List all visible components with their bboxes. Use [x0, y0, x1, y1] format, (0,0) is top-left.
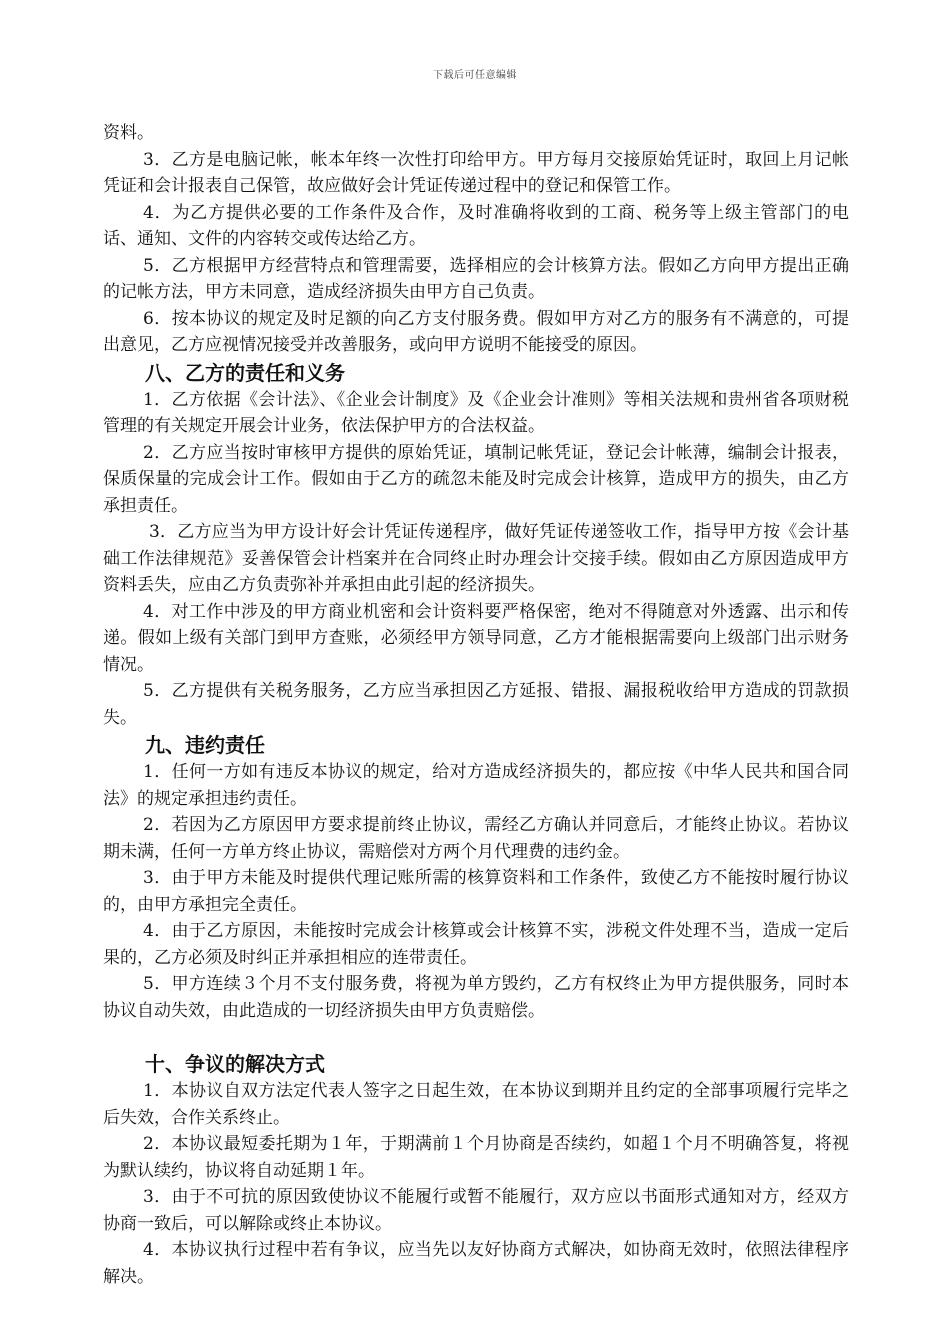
clause: 1．任何一方如有违反本协议的规定，给对方造成经济损失的，都应按《中华人民共和国合同法》的规定承担违约责任。 — [103, 762, 849, 809]
paragraph: 3．乙方是电脑记帐，帐本年终一次性打印给甲方。甲方每月交接原始凭证时，取回上月记帐凭证和会计报表自己保管，故应做好会计凭证传递过程中的登记和保管工作。 — [103, 149, 849, 196]
paragraph: 4．为乙方提供必要的工作条件及合作，及时准确将收到的工商、税务等上级主管部门的电话、通知、文件的内容转交或传达给乙方。 — [103, 202, 849, 249]
page-header: 下载后可任意编辑 — [433, 70, 517, 81]
clause: 4．对工作中涉及的甲方商业机密和会计资料要严格保密，绝对不得随意对外透露、出示和传递。假如上级有关部门到甲方查账，必须经甲方领导同意，乙方才能根据需要向上级部门出示财务情况。 — [103, 601, 849, 675]
section-heading-10: 十、争议的解决方式 — [145, 1052, 325, 1076]
paragraph: 5．乙方根据甲方经营特点和管理需要，选择相应的会计核算方法。假如乙方向甲方提出正确的记帐方法，甲方未同意，造成经济损失由甲方自己负责。 — [103, 255, 849, 302]
clause: 2．若因为乙方原因甲方要求提前终止协议，需经乙方确认并同意后，才能终止协议。若协议期未满，任何一方单方终止协议，需赔偿对方两个月代理费的违约金。 — [103, 815, 849, 862]
clause: 3．乙方应当为甲方设计好会计凭证传递程序，做好凭证传递签收工作，指导甲方按《会计基础工作法律规范》妥善保管会计档案并在合同终止时办理会计交接手续。假如由乙方原因造成甲方资料丢失，应由乙方负责弥补并承担由此引起的经济损失。 — [103, 522, 849, 595]
clause: 1．乙方依据《会计法》、《企业会计制度》及《企业会计准则》等相关法规和贵州省各项财税管理的有关规定开展会计业务，依法保护甲方的合法权益。 — [103, 389, 849, 436]
clause: 4．由于乙方原因，未能按时完成会计核算或会计核算不实，涉税文件处理不当，造成一定后果的，乙方必须及时纠正并承担相应的连带责任。 — [103, 921, 849, 968]
clause: 1．本协议自双方法定代表人签字之日起生效，在本协议到期并且约定的全部事项履行完毕之后失效，合作关系终止。 — [103, 1081, 849, 1128]
clause: 2．本协议最短委托期为１年，于期满前１个月协商是否续约，如超１个月不明确答复，将视为默认续约，协议将自动延期１年。 — [103, 1134, 849, 1181]
section-heading-8: 八、乙方的责任和义务 — [145, 360, 345, 385]
paragraph: 资料。 — [103, 123, 154, 143]
document-body — [103, 120, 849, 1290]
spacer — [103, 1024, 849, 1050]
clause: 3．由于甲方未能及时提供代理记账所需的核算资料和工作条件，致使乙方不能按时履行协议的，由甲方承担完全责任。 — [103, 868, 849, 915]
paragraph: 6．按本协议的规定及时足额的向乙方支付服务费。假如甲方对乙方的服务有不满意的，可提出意见，乙方应视情况接受并改善服务，或向甲方说明不能接受的原因。 — [103, 308, 849, 355]
section-heading-9: 九、违约责任 — [145, 733, 265, 757]
clause: 2．乙方应当按时审核甲方提供的原始凭证，填制记帐凭证，登记会计帐薄，编制会计报表，保质保量的完成会计工作。假如由于乙方的疏忽未能及时完成会计核算，造成甲方的损失，由乙方承担责任。 — [103, 442, 849, 516]
clause: 3．由于不可抗的原因致使协议不能履行或暂不能履行，双方应以书面形式通知对方，经双方协商一致后，可以解除或终止本协议。 — [103, 1187, 849, 1234]
clause: 5．乙方提供有关税务服务，乙方应当承担因乙方延报、错报、漏报税收给甲方造成的罚款损失。 — [103, 681, 849, 728]
clause: 5．甲方连续３个月不支付服务费，将视为单方毁约，乙方有权终止为甲方提供服务，同时本协议自动失效，由此造成的一切经济损失由甲方负责赔偿。 — [103, 974, 849, 1021]
clause: 4．本协议执行过程中若有争议，应当先以友好协商方式解决，如协商无效时，依照法律程序解决。 — [103, 1240, 849, 1287]
